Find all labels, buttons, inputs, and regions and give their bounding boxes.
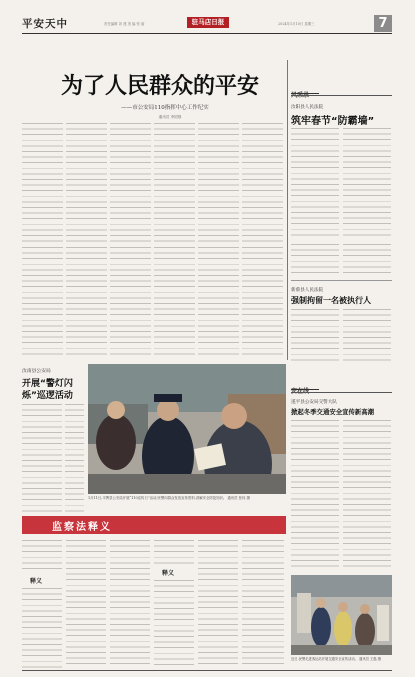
header-meta-left: 责任编辑 刘 建 美 编 张 丽 [104, 22, 145, 26]
right-article1-col2 [343, 128, 391, 240]
banner-subhead-1: 释义 [30, 578, 43, 585]
main-body-col2b [66, 247, 107, 355]
masthead-logo [187, 17, 229, 28]
banner-col5 [198, 540, 238, 668]
main-headline: 为了人民群众的平安 [60, 74, 259, 99]
main-body-col4b [154, 247, 195, 355]
lower-right-photo [291, 575, 392, 655]
header-meta-right: 2024年1月10日 星期三 [278, 22, 315, 26]
banner-col1b [22, 588, 62, 668]
right-divider [291, 280, 392, 281]
main-body-col3b [110, 247, 151, 355]
right-article1-headline: 筑牢春节“防霸墙” [291, 116, 375, 127]
main-body-col6 [242, 123, 283, 243]
lower-right-tag-rule [291, 392, 392, 393]
main-body-col6b [242, 247, 283, 355]
column-divider [287, 60, 288, 360]
main-body-col4 [154, 123, 195, 243]
right-article1-col3 [291, 244, 339, 274]
main-photo-scene [88, 364, 286, 494]
lower-left-body-col2 [65, 404, 84, 516]
header-rule [22, 33, 392, 34]
lower-right-kicker: 遂平县公安局交警大队 [291, 400, 337, 405]
right-article1-kicker: 汝阳县人民法院 [291, 105, 324, 110]
main-body-col2 [66, 123, 107, 243]
right-article2-headline: 强制拘留一名被执行人 [291, 296, 371, 305]
lower-right-photo-scene [291, 575, 392, 655]
lower-right-photo-caption: 近日,民警走进客运站开展交通安全宣传活动。 通讯员 王磊 摄 [291, 657, 381, 661]
banner-col4a [154, 540, 194, 564]
right-article2-kicker: 新蔡县人民法院 [291, 288, 324, 293]
lower-left-headline-2: 烁”巡逻活动 [22, 391, 73, 401]
banner-col3 [110, 540, 150, 668]
lower-right-tag-box [291, 378, 319, 390]
page-number: 7 [378, 16, 388, 31]
main-body-col1 [22, 123, 63, 243]
right-article1-col4 [343, 244, 391, 274]
main-byline: 通讯员 李国强 [158, 115, 182, 119]
banner-strip [22, 516, 286, 534]
main-body-col1b [22, 247, 63, 355]
lower-left-body-col1 [22, 404, 62, 516]
main-subheadline: ——市公安局110指挥中心工作纪实 [121, 105, 209, 111]
masthead-text: 驻马店日报 [191, 18, 225, 26]
lower-right-headline: 掀起冬季交通安全宣传新高潮 [291, 408, 375, 416]
section-title: 平安天中 [22, 18, 68, 30]
bottom-rule [22, 670, 392, 671]
banner-title: 监察法释义 [52, 522, 112, 533]
right-article2-col1 [291, 309, 339, 361]
main-photo-caption: 1月11日,平舆县公安局开展“110宣传日”活动,民警向群众发放宣传资料,讲解安全防范知识。 通讯员 张伟 摄 [88, 496, 250, 500]
banner-col4b [154, 580, 194, 668]
lower-right-col1 [291, 420, 339, 570]
main-body-col5 [198, 123, 239, 243]
right-article2-col2 [343, 309, 391, 361]
banner-col6 [242, 540, 284, 668]
main-body-col3 [110, 123, 151, 243]
lower-left-headline-1: 开展“警灯闪 [22, 379, 73, 389]
banner-subhead-2: 释义 [162, 570, 175, 577]
page-number-badge [374, 15, 392, 32]
lower-right-col2 [343, 420, 391, 570]
right-article1-col1 [291, 128, 339, 240]
banner-col1a [22, 540, 62, 570]
right-section-tag-rule [291, 95, 392, 96]
banner-col2 [66, 540, 106, 668]
main-body-col5b [198, 247, 239, 355]
main-photo [88, 364, 286, 494]
right-section-tag-box [291, 82, 319, 94]
lower-left-kicker: 汝南县公安局 [22, 369, 51, 374]
